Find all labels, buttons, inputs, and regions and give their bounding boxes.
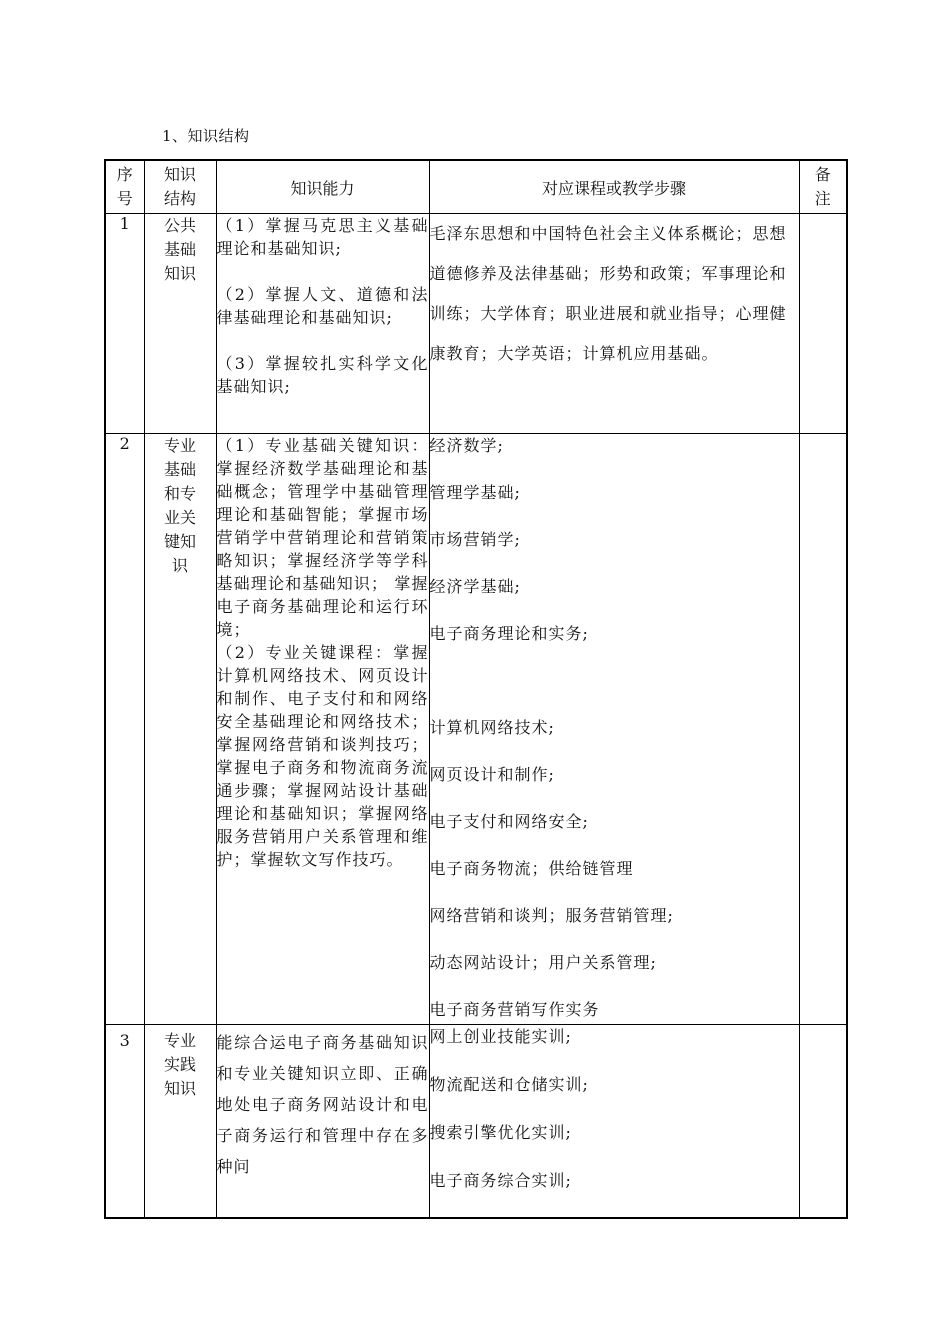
course-item: 电子支付和网络安全; [429, 812, 589, 831]
row-ability [216, 214, 429, 434]
row-ability [216, 1025, 429, 1219]
header-structure-line2: 结构 [163, 189, 196, 208]
structure-line: 识 [171, 556, 188, 575]
course-item: 管理学基础; [429, 483, 521, 502]
table-row [105, 1025, 847, 1219]
course-item: 网页设计和制作; [429, 765, 555, 784]
course-item: 经济学基础; [429, 577, 521, 596]
structure-line: 基础 [163, 240, 196, 259]
table-row [105, 434, 847, 1025]
structure-line: 公共 [163, 216, 196, 235]
row-courses [429, 434, 799, 1025]
structure-line: 知识 [163, 1079, 196, 1098]
header-ability: 知识能力 [216, 160, 429, 214]
course-item: 网上创业技能实训; [429, 1027, 572, 1046]
row-seq: 3 [105, 1025, 144, 1219]
course-item: 市场营销学; [429, 530, 521, 549]
course-item: 计算机网络技术; [429, 718, 555, 737]
row-structure [144, 434, 216, 1025]
header-seq-line2: 号 [116, 189, 133, 208]
courses-text: 毛泽东思想和中国特色社会主义体系概论；思想道德修养及法律基础；形势和政策；军事理论和训练；大学体育；职业进展和就业指导；心理健康教育；大学英语；计算机应用基础。 [429, 224, 787, 363]
course-item: 动态网站设计；用户关系管理; [429, 953, 657, 972]
structure-line: 业关 [163, 508, 196, 527]
course-item: 物流配送和仓储实训; [429, 1075, 589, 1094]
course-item: 电子商务综合实训; [429, 1171, 572, 1190]
table-row [105, 214, 847, 434]
row-courses [429, 1025, 799, 1219]
course-item: 电子商务理论和实务; [429, 624, 589, 643]
row-seq: 2 [105, 434, 144, 1025]
course-item: 电子商务营销写作实务 [429, 1000, 600, 1019]
course-item: 电子商务物流；供给链管理 [429, 859, 634, 878]
ability-item: （2）掌握人文、道德和法律基础理论和基础知识; [216, 285, 429, 327]
header-remarks [799, 160, 847, 214]
header-remarks-line1: 备 [814, 165, 831, 184]
knowledge-structure-table [104, 159, 848, 1219]
ability-item: （1）专业基础关键知识：掌握经济数学基础理论和基础概念；管理学中基础管理理论和基础智能；掌握市场营销学中营销理论和营销策略知识；掌握经济学等学科基础理论和基础知识； 掌握电子商务基础理论和运行环境； [216, 436, 429, 639]
row-remarks [799, 1025, 847, 1219]
structure-line: 和专 [163, 484, 196, 503]
ability-item: 能综合运电子商务基础知识和专业关键知识立即、正确地处电子商务网站设计和电子商务运行和管理中存在多种问 [216, 1033, 429, 1176]
header-seq [105, 160, 144, 214]
section-heading: 1、知识结构 [162, 127, 250, 145]
course-item: 经济数学; [429, 436, 504, 455]
header-remarks-line2: 注 [814, 189, 831, 208]
ability-item: （1）掌握马克思主义基础理论和基础知识; [216, 216, 429, 258]
structure-line: 知识 [163, 264, 196, 283]
course-item: 网络营销和谈判；服务营销管理; [429, 906, 674, 925]
structure-line: 专业 [163, 1031, 196, 1050]
row-seq: 1 [105, 214, 144, 434]
row-courses [429, 214, 799, 434]
course-item: 搜索引擎优化实训; [429, 1123, 572, 1142]
header-seq-line1: 序 [116, 165, 133, 184]
row-remarks [799, 434, 847, 1025]
structure-line: 键知 [163, 532, 196, 551]
structure-line: 专业 [163, 436, 196, 455]
header-courses: 对应课程或教学步骤 [429, 160, 799, 214]
row-structure [144, 1025, 216, 1219]
table-header-row [105, 160, 847, 214]
ability-item: （3）掌握较扎实科学文化基础知识; [216, 354, 429, 396]
header-structure-line1: 知识 [163, 165, 196, 184]
row-remarks [799, 214, 847, 434]
structure-line: 实践 [163, 1055, 196, 1074]
header-structure [144, 160, 216, 214]
structure-line: 基础 [163, 460, 196, 479]
row-structure [144, 214, 216, 434]
course-spacer [430, 669, 799, 716]
ability-item: （2）专业关键课程：掌握计算机网络技术、网页设计和制作、电子支付和和网络安全基础理论和网络技术；掌握网络营销和谈判技巧；掌握电子商务和物流商务流通步骤；掌握网站设计基础理论和基础知识；掌握网络服务营销用户关系管理和维护；掌握软文写作技巧。 [216, 643, 429, 869]
row-ability [216, 434, 429, 1025]
